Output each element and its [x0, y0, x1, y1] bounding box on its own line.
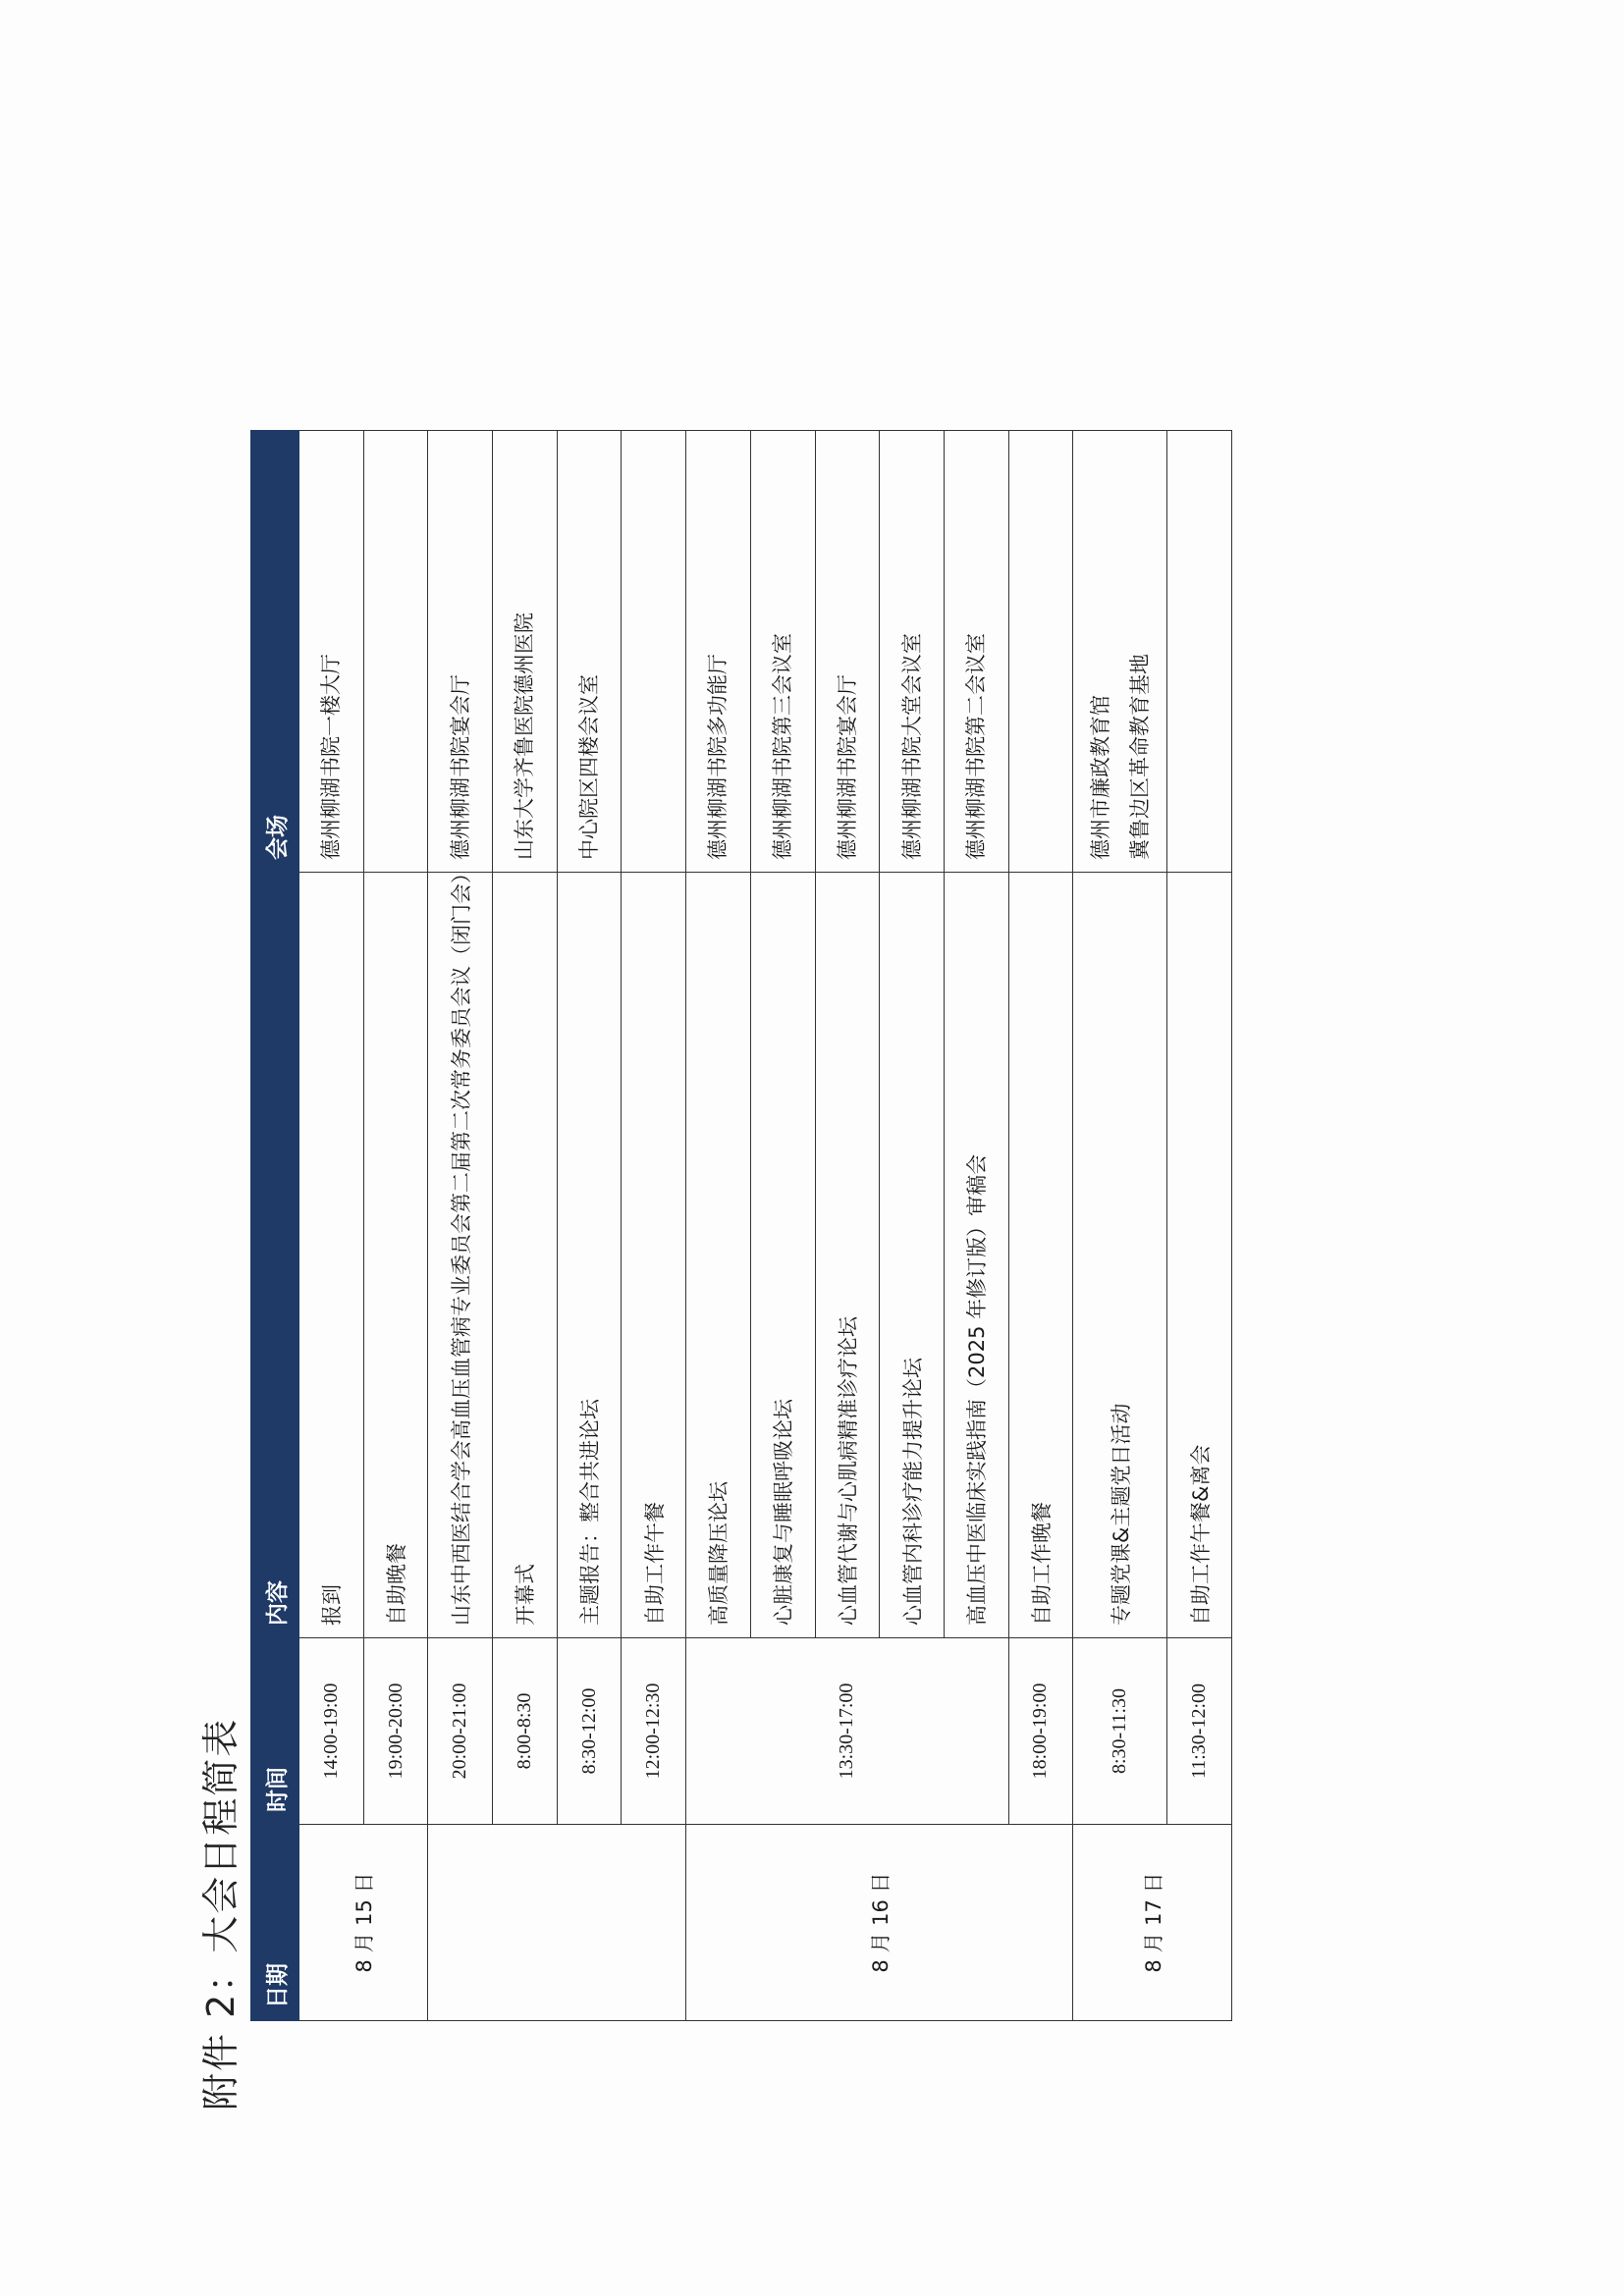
table-row	[299, 431, 364, 2021]
date-cell: 8 月 17 日	[1073, 1825, 1232, 2021]
content-cell: 高血压中医临床实践指南（2025 年修订版）审稿会	[944, 873, 1008, 1638]
time-cell: 8:30-11:30	[1073, 1638, 1167, 1825]
time-cell: 20:00-21:00	[428, 1638, 493, 1825]
time-cell: 12:00-12:30	[622, 1638, 686, 1825]
time-cell: 19:00-20:00	[363, 1638, 428, 1825]
content-cell: 自助晚餐	[363, 873, 428, 1638]
table-row	[1073, 431, 1167, 2021]
header-content: 内容	[251, 873, 299, 1638]
time-cell: 8:00-8:30	[493, 1638, 558, 1825]
content-cell: 自助工作晚餐	[1008, 873, 1073, 1638]
venue-cell: 德州柳湖书院宴会厅	[428, 431, 493, 873]
date-cell	[428, 1825, 686, 2021]
time-cell: 18:00-19:00	[1008, 1638, 1073, 1825]
table-header-row	[251, 431, 299, 2021]
venue-line: 冀鲁边区革命教育基地	[1127, 654, 1152, 860]
content-cell: 开幕式	[493, 873, 558, 1638]
content-cell: 主题报告：整合共进论坛	[557, 873, 622, 1638]
header-date: 日期	[251, 1825, 299, 2021]
header-venue: 会场	[251, 431, 299, 873]
venue-cell: 德州柳湖书院宴会厅	[815, 431, 880, 873]
content-cell: 高质量降压论坛	[686, 873, 751, 1638]
venue-cell: 德州柳湖书院多功能厅	[686, 431, 751, 873]
venue-cell: 德州柳湖书院第三会议室	[750, 431, 815, 873]
venue-cell	[622, 431, 686, 873]
table-row	[1008, 431, 1073, 2021]
venue-cell	[1073, 431, 1167, 873]
date-cell: 8 月 15 日	[299, 1825, 428, 2021]
table-row	[557, 431, 622, 2021]
table-row	[428, 431, 493, 2021]
time-cell: 14:00-19:00	[299, 1638, 364, 1825]
time-cell: 13:30-17:00	[686, 1638, 1008, 1825]
time-cell: 11:30-12:00	[1167, 1638, 1232, 1825]
venue-cell: 德州柳湖书院第二会议室	[944, 431, 1008, 873]
rotated-sheet	[191, 383, 1232, 2140]
table-row	[686, 431, 751, 2021]
header-time: 时间	[251, 1638, 299, 1825]
document-title: 附件 2：大会日程简表	[199, 1717, 243, 2110]
time-cell: 8:30-12:00	[557, 1638, 622, 1825]
date-cell: 8 月 16 日	[686, 1825, 1073, 2021]
content-cell: 专题党课&主题党日活动	[1073, 873, 1167, 1638]
venue-cell	[1008, 431, 1073, 873]
venue-cell	[1167, 431, 1232, 873]
venue-cell: 中心院区四楼会议室	[557, 431, 622, 873]
venue-line: 德州市廉政教育馆	[1088, 695, 1112, 860]
content-cell: 自助工作午餐	[622, 873, 686, 1638]
venue-cell	[363, 431, 428, 873]
venue-cell: 德州柳湖书院一楼大厅	[299, 431, 364, 873]
table-row	[1167, 431, 1232, 2021]
venue-cell: 山东大学齐鲁医院德州医院	[493, 431, 558, 873]
table-row	[363, 431, 428, 2021]
content-cell: 心血管内科诊疗能力提升论坛	[880, 873, 945, 1638]
table-row	[622, 431, 686, 2021]
venue-cell: 德州柳湖书院大堂会议室	[880, 431, 945, 873]
content-cell: 心血管代谢与心肌病精准诊疗论坛	[815, 873, 880, 1638]
content-cell: 自助工作午餐&离会	[1167, 873, 1232, 1638]
table-row	[493, 431, 558, 2021]
content-cell: 心脏康复与睡眠呼吸论坛	[750, 873, 815, 1638]
content-cell: 山东中西医结合学会高血压血管病专业委员会第二届第二次常务委员会议（闭门会）	[428, 873, 493, 1638]
schedule-table	[250, 430, 1232, 2021]
content-cell: 报到	[299, 873, 364, 1638]
